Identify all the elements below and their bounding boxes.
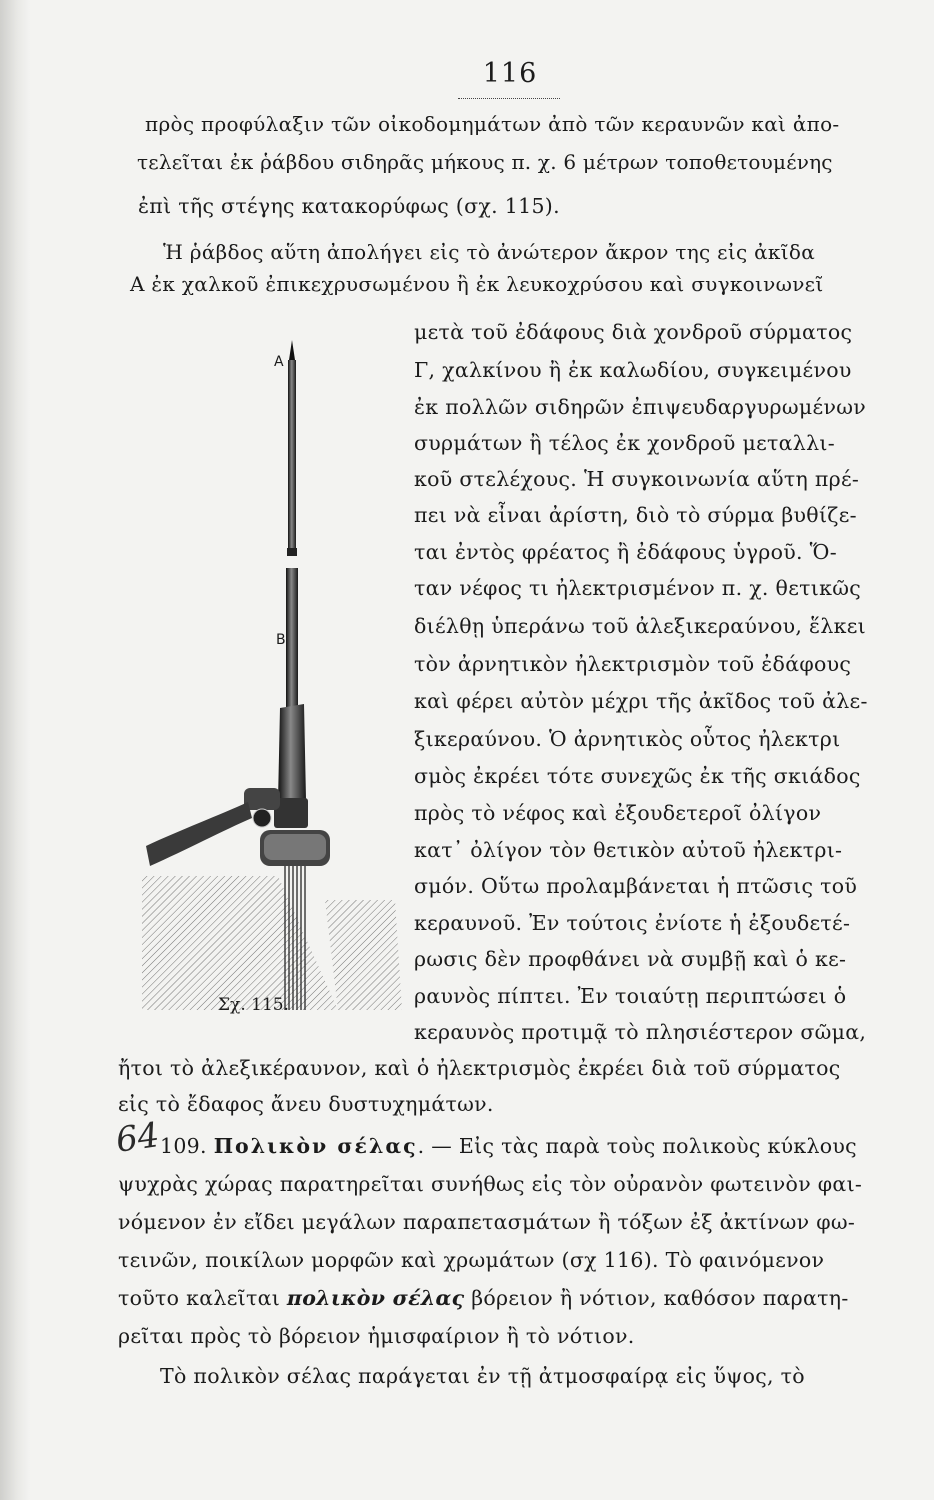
term-polikon-selas: πολικὸν σέλας	[286, 1286, 465, 1310]
page-edge-shadow	[0, 0, 30, 1500]
text-line: κεραυνὸς προτιμᾷ τὸ πλησιέστερον σῶμα,	[414, 1020, 867, 1044]
text-line: Α ἐκ χαλκοῦ ἐπικεχρυσωμένου ἢ ἐκ λευκοχρύσου καὶ συγκοινωνεῖ	[130, 272, 824, 296]
section-dash: . —	[417, 1134, 453, 1158]
figure-label-a: A	[274, 354, 284, 370]
section-first-line: Εἰς τὰς παρὰ τοὺς πολικοὺς κύκλους	[458, 1134, 857, 1158]
text-line: μετὰ τοῦ ἐδάφους διὰ χονδροῦ σύρματος	[414, 320, 853, 344]
section-heading: Πολικὸν σέλας	[213, 1134, 418, 1158]
text-line: Ἡ ῥάβδος αὕτη ἀπολήγει εἰς τὸ ἀνώτερον ἄκρον της εἰς ἀκῖδα	[163, 240, 816, 264]
text-line: κατ᾽ ὀλίγον τὸν θετικὸν αὐτοῦ ἠλεκτρι-	[414, 838, 843, 862]
handwritten-margin-note: 64	[113, 1115, 162, 1161]
lightning-rod-figure	[140, 310, 410, 1010]
text-line: ρωσις δὲν προφθάνει νὰ συμβῇ καὶ ὁ κε-	[414, 947, 847, 971]
term-line	[118, 1284, 849, 1312]
text-line: διέλθῃ ὑπεράνω τοῦ ἀλεξικεραύνου, ἕλκει	[414, 614, 866, 638]
text-line: ταν νέφος τι ἠλεκτρισμένον π. χ. θετικῶς	[414, 576, 862, 600]
text-line: Γ, χαλκίνου ἢ ἐκ καλωδίου, συγκειμένου	[414, 358, 852, 382]
page-number: 116	[482, 58, 538, 89]
text-line: ξικεραύνου. Ὁ ἀρνητικὸς οὗτος ἠλεκτρι	[414, 727, 841, 751]
section-number: 109.	[160, 1134, 207, 1158]
text-line: σμὸς ἐκρέει τότε συνεχῶς ἐκ τῆς σκιάδος	[414, 764, 861, 788]
text-line: σμόν. Οὕτω προλαμβάνεται ἡ πτῶσις τοῦ	[414, 874, 858, 898]
term-after: βόρειον ἢ νότιον, καθόσον παρατη-	[471, 1286, 849, 1310]
page-number-rule	[458, 98, 560, 99]
text-line: συρμάτων ἢ τέλος ἐκ χονδροῦ μεταλλι-	[414, 431, 835, 455]
text-line: κοῦ στελέχους. Ἡ συγκοινωνία αὕτη πρέ-	[414, 467, 860, 491]
text-line: ται ἐντὸς φρέατος ἢ ἐδάφους ὑγροῦ. Ὅ-	[414, 540, 837, 564]
text-line: τεινῶν, ποικίλων μορφῶν καὶ χρωμάτων (σχ 116). Τὸ φαινόμενον	[118, 1248, 825, 1272]
figure-caption: Σχ. 115.	[218, 995, 289, 1015]
text-line: τελεῖται ἐκ ῥάβδου σιδηρᾶς μήκους π. χ. 6 μέτρων τοποθετουμένης	[137, 150, 833, 174]
text-line: πει νὰ εἶναι ἀρίστη, διὸ τὸ σύρμα βυθίζε-	[414, 503, 857, 527]
text-line: ρεῖται πρὸς τὸ βόρειον ἡμισφαίριον ἢ τὸ νότιον.	[118, 1324, 635, 1348]
text-line: νόμενον ἐν εἴδει μεγάλων παραπετασμάτων ἢ τόξων ἐξ ἀκτίνων φω-	[118, 1210, 856, 1234]
section-heading-line	[160, 1132, 857, 1160]
lightning-rod-illustration	[140, 310, 410, 1010]
term-before: τοῦτο καλεῖται	[118, 1286, 281, 1310]
text-line: ἐκ πολλῶν σιδηρῶν ἐπιψευδαργυρωμένων	[414, 395, 866, 419]
text-line: ραυνὸς πίπτει. Ἐν τοιαύτῃ περιπτώσει ὁ	[414, 984, 847, 1008]
text-line: καὶ φέρει αὐτὸν μέχρι τῆς ἀκῖδος τοῦ ἀλε-	[414, 689, 868, 713]
text-line: ἤτοι τὸ ἀλεξικέραυνον, καὶ ὁ ἠλεκτρισμὸς ἐκρέει διὰ τοῦ σύρματος	[118, 1056, 841, 1080]
text-line: Τὸ πολικὸν σέλας παράγεται ἐν τῇ ἀτμοσφαίρᾳ εἰς ὕψος, τὸ	[160, 1364, 805, 1388]
figure-label-b: B	[276, 632, 286, 648]
text-line: ψυχρὰς χώρας παρατηρεῖται συνήθως εἰς τὸν οὐρανὸν φωτεινὸν φαι-	[118, 1172, 863, 1196]
text-line: πρὸς τὸ νέφος καὶ ἐξουδετεροῖ ὀλίγον	[414, 801, 822, 825]
text-line: τὸν ἀρνητικὸν ἠλεκτρισμὸν τοῦ ἐδάφους	[414, 652, 852, 676]
text-line: εἰς τὸ ἔδαφος ἄνευ δυστυχημάτων.	[118, 1092, 494, 1116]
text-line: κεραυνοῦ. Ἐν τούτοις ἐνίοτε ἡ ἐξουδετέ-	[414, 911, 851, 935]
text-line: ἐπὶ τῆς στέγης κατακορύφως (σχ. 115).	[138, 194, 560, 218]
text-line: πρὸς προφύλαξιν τῶν οἰκοδομημάτων ἀπὸ τῶν κεραυνῶν καὶ ἀπο-	[145, 112, 840, 136]
